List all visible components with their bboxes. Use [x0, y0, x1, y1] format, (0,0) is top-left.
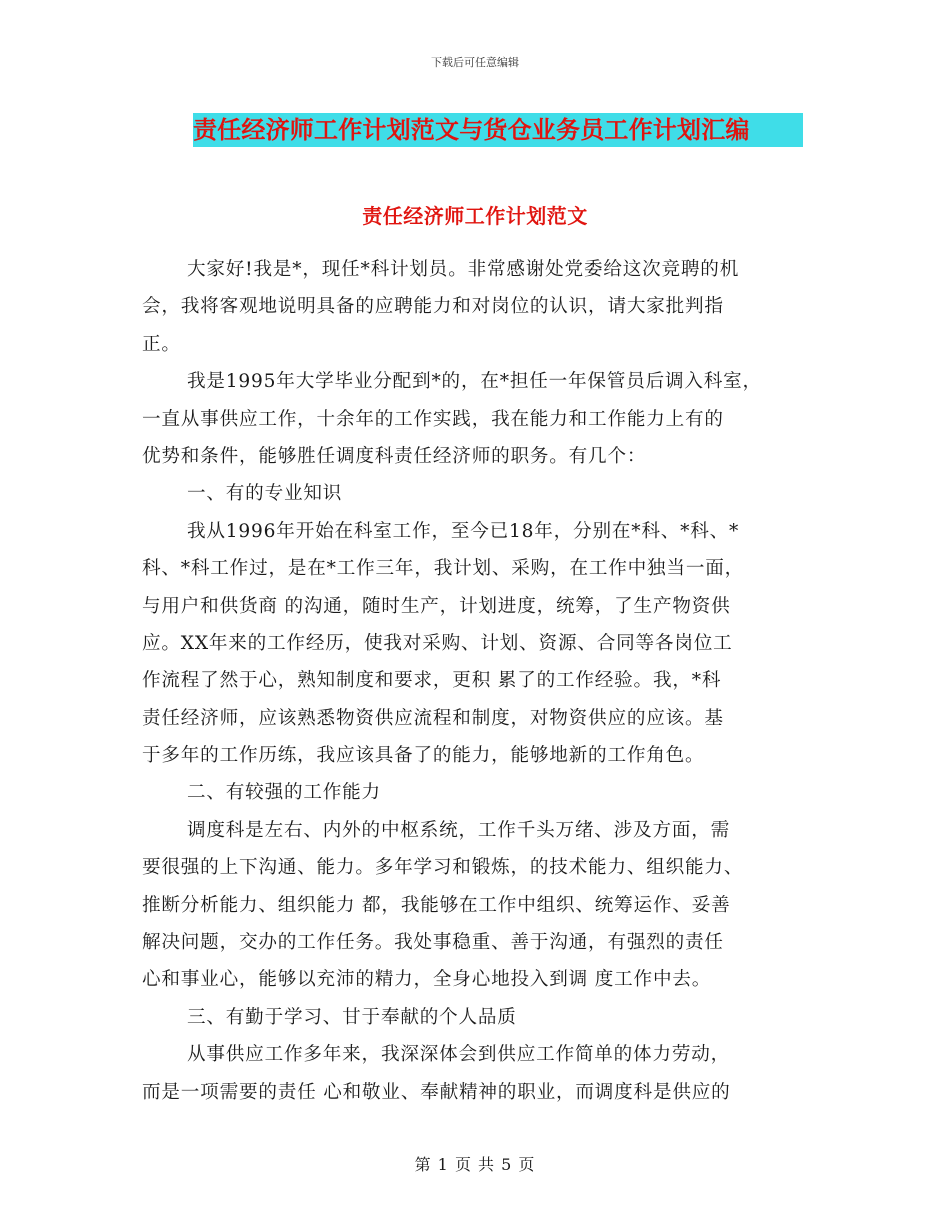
paragraph-line: 我是1995年大学毕业分配到*的，在*担任一年保管员后调入科室， — [187, 371, 762, 393]
paragraph-line: 推断分析能力、组织能力 都，我能够在工作中组织、统筹运作、妥善 — [142, 894, 731, 916]
paragraph-line: 解决问题，交办的工作任务。我处事稳重、善于沟通，有强烈的责任 — [142, 932, 724, 954]
paragraph-line: 而是一项需要的责任 心和敬业、奉献精神的职业，而调度科是供应的 — [142, 1081, 731, 1103]
paragraph-line: 心和事业心，能够以充沛的精力，全身心地投入到调 度工作中去。 — [142, 969, 712, 991]
paragraph-line: 责任经济师，应该熟悉物资供应流程和制度，对物资供应的应该。基 — [142, 707, 724, 729]
body-text — [142, 251, 812, 1111]
section-heading: 一、有的专业知识 — [187, 483, 343, 505]
paragraph-line: 科、*科工作过，是在*工作三年，我计划、采购，在工作中独当一面， — [142, 558, 745, 580]
paragraph-line: 一直从事供应工作，十余年的工作实践，我在能力和工作能力上有的 — [142, 408, 724, 430]
paragraph-line: 我从1996年开始在科室工作，至今已18年，分别在*科、*科、* — [187, 520, 740, 542]
page-header-note: 下载后可任意编辑 — [431, 56, 519, 69]
paragraph-line: 会，我将客观地说明具备的应聘能力和对岗位的认识，请大家批判指 — [142, 296, 724, 318]
paragraph-line: 调度科是左右、内外的中枢系统，工作千头万绪、涉及方面，需 — [187, 819, 731, 841]
paragraph-line: 优势和条件，能够胜任调度科责任经济师的职务。有几个： — [142, 445, 647, 467]
paragraph-line: 从事供应工作多年来，我深深体会到供应工作简单的体力劳动， — [187, 1044, 731, 1066]
paragraph-line: 于多年的工作历练，我应该具备了的能力，能够地新的工作角色。 — [142, 745, 705, 767]
page-footer: 第 1 页 共 5 页 — [414, 1155, 536, 1174]
main-title-highlight — [193, 113, 803, 147]
paragraph-line: 正。 — [142, 333, 181, 355]
paragraph-line: 大家好!我是*，现任*科计划员。非常感谢处党委给这次竞聘的机 — [187, 259, 740, 280]
paragraph-line: 应。XX年来的工作经历，使我对采购、计划、资源、合同等各岗位工 — [142, 632, 733, 654]
section-title: 责任经济师工作计划范文 — [362, 204, 588, 228]
main-title: 责任经济师工作计划范文与货仓业务员工作计划汇编 — [193, 115, 750, 144]
paragraph-line: 要很强的上下沟通、能力。多年学习和锻炼，的技术能力、组织能力、 — [142, 857, 744, 879]
paragraph-line: 作流程了然于心，熟知制度和要求，更积 累了的工作经验。我，*科 — [142, 670, 722, 692]
paragraph-line: 与用户和供货商 的沟通，随时生产，计划进度，统筹，了生产物资供 — [142, 595, 731, 617]
section-heading: 二、有较强的工作能力 — [187, 782, 381, 804]
section-heading: 三、有勤于学习、甘于奉献的个人品质 — [187, 1006, 517, 1028]
